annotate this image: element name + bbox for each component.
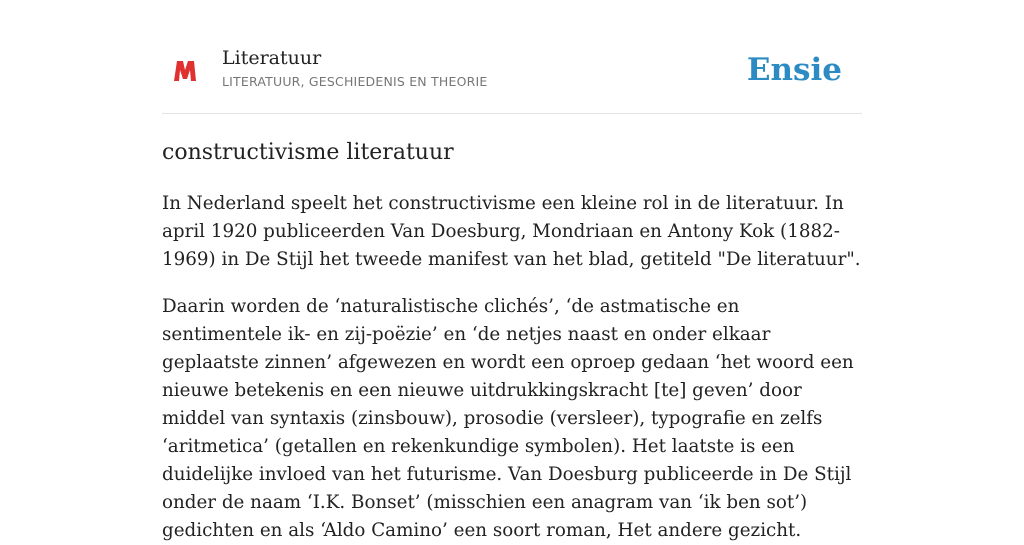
- page: [162, 0, 862, 541]
- m-logo-icon[interactable]: [172, 55, 198, 85]
- article-title: constructivisme literatuur: [162, 140, 454, 165]
- article-paragraph-1: In Nederland speelt het constructivisme een kleine rol in de literatuur. In april 1920 publiceerden Van Doesburg, Mondriaan en Antony Kok (1882-1969) in De Stijl het tweede manifest van het blad, getiteld "De literatuur".: [162, 193, 861, 270]
- site-header: [162, 0, 862, 114]
- site-subtitle: LITERATUUR, GESCHIEDENIS EN THEORIE: [222, 74, 488, 89]
- brand-logo[interactable]: Ensie: [746, 52, 842, 88]
- article-paragraph-2: Daarin worden de ‘naturalistische clichés’, ‘de astmatische en sentimentele ik- en zij-poëzie’ en ‘de netjes naast en onder elkaar geplaatste zinnen’ afgewezen en wordt een oproep gedaan ‘het woord een nieuwe betekenis en een nieuwe uitdrukkingskracht [te] geven’ door middel van syntaxis (zinsbouw), prosodie (versleer), typografie en zelfs ‘aritmetica’ (getallen en rekenkundige symbolen). Het laatste is een duidelijke invloed van het futurisme. Van Doesburg publiceerde in De Stijl onder de naam ‘I.K. Bonset’ (misschien een anagram van ‘ik ben sot’) gedichten en als ‘Aldo Camino’ een soort roman, Het andere gezicht.: [162, 296, 854, 541]
- site-title[interactable]: Literatuur: [222, 47, 322, 69]
